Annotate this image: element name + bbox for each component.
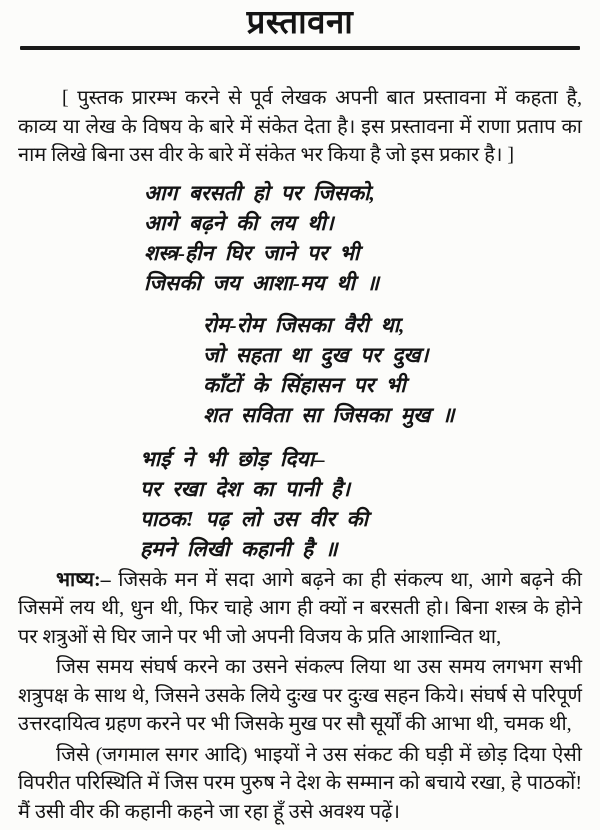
- commentary-label: भाष्य:–: [56, 568, 111, 591]
- verse-stanza-3: [140, 444, 582, 564]
- verse-line: भाई ने भी छोड़ दिया–: [140, 446, 325, 471]
- verse-line: हमने लिखी कहानी है ॥: [140, 536, 338, 561]
- title-divider: [20, 46, 580, 50]
- commentary-text: जिसके मन में सदा आगे बढ़ने का ही संकल्प था, आगे बढ़ने की जिसमें लय थी, धुन थी, फिर चाहे आग ही क्यों न बरसती हो। बिना शस्त्र के होने पर शत्रुओं से घिर जाने पर भी जो अपनी विजय के प्रति आशान्वित था,: [18, 568, 582, 648]
- verse-stanza-1: [144, 178, 582, 298]
- commentary-paragraph-2: जिस समय संघर्ष करने का उसने संकल्प लिया था उस समय लगभग सभी शत्रुपक्ष के साथ थे, जिसने उसके लिये दुःख पर दुःख सहन किये। संघर्ष से परिपूर्ण उत्तरदायित्व ग्रहण करने पर भी जिसके मुख पर सौ सूर्यों की आभा थी, चमक थी,: [18, 656, 582, 735]
- commentary-paragraph-1: [18, 566, 582, 652]
- verse-stanza-2: [203, 310, 582, 430]
- verse-line: पर रखा देश का पानी है।: [140, 476, 351, 501]
- intro-paragraph: [ पुस्तक प्रारम्भ करने से पूर्व लेखक अपनी बात प्रस्तावना में कहता है, काव्य या लेख के विषय के बारे में संकेत देता है। इस प्रस्तावना में राणा प्रताप का नाम लिखे बिना उस वीर के बारे में संकेत भर किया है जो इस प्रकार है। ]: [18, 87, 582, 166]
- verse-line: पाठक! पढ़ लो उस वीर की: [140, 506, 369, 531]
- verse-line: जिसकी जय आशा-मय थी ॥: [144, 270, 380, 295]
- verse-line: काँटों के सिंहासन पर भी: [203, 372, 406, 397]
- verse-line: शत सविता सा जिसका मुख ॥: [203, 402, 455, 427]
- verse-line: जो सहता था दुख पर दुख।: [203, 342, 429, 367]
- verse-line: आग बरसती हो पर जिसको,: [144, 180, 375, 205]
- verse-line: शस्त्र-हीन घिर जाने पर भी: [144, 240, 360, 265]
- commentary-paragraph-3: जिसे (जगमाल सगर आदि) भाइयों ने उस संकट की घड़ी में छोड़ दिया ऐसी विपरीत परिस्थिति में जिस परम पुरुष ने देश के सम्मान को बचाये रखा, हे पाठकों! मैं उसी वीर की कहानी कहने जा रहा हूँ उसे अवश्य पढ़ें।: [18, 743, 582, 823]
- page-title: प्रस्तावना: [246, 5, 354, 41]
- verse-line: रोम-रोम जिसका वैरी था,: [203, 312, 405, 337]
- verse-line: आगे बढ़ने की लय थी।: [144, 210, 334, 235]
